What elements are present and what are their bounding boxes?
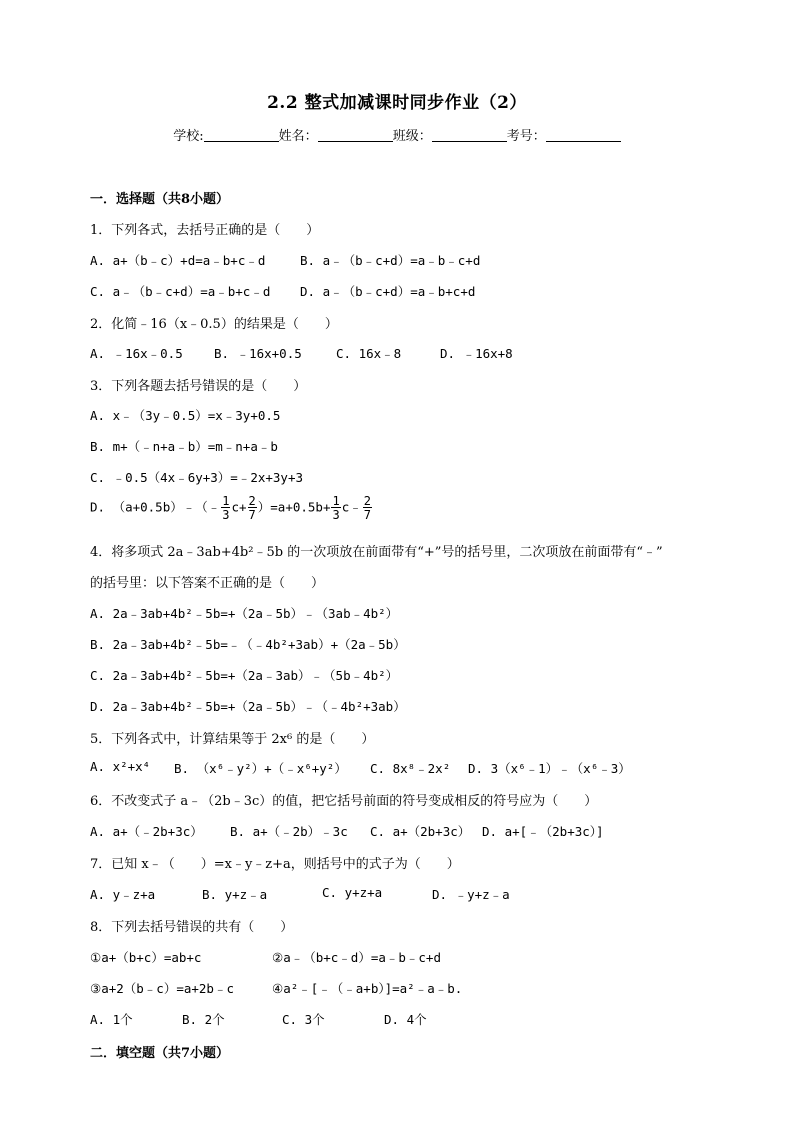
question-8-item-3: ③a+2（b﹣c）=a+2b﹣c — [90, 981, 234, 996]
question-5-stem: 5．下列各式中，计算结果等于 2x⁶ 的是（ ） — [90, 732, 375, 747]
question-4-option-b: B. 2a﹣3ab+4b²﹣5b=﹣（﹣4b²+3ab）+（2a﹣5b） — [90, 637, 406, 652]
fraction-1-3 — [221, 495, 230, 521]
name-label: 姓名： — [278, 129, 318, 144]
class-blank[interactable] — [432, 129, 507, 142]
question-6-option-c: C. a+（2b+3c） — [370, 824, 471, 839]
question-5-option-b: B. （x⁶﹣y²）+（﹣x⁶+y²） — [174, 761, 347, 776]
frac-den: 7 — [248, 508, 256, 522]
question-6-option-d: D. a+[﹣（2b+3c）] — [482, 824, 604, 839]
question-3-option-b: B. m+（﹣n+a﹣b）=m﹣n+a﹣b — [90, 439, 278, 454]
question-3-option-a: A. x﹣（3y﹣0.5）=x﹣3y+0.5 — [90, 408, 281, 423]
question-6-option-b: B. a+（﹣2b）﹣3c — [230, 824, 348, 839]
page-title: 2.2 整式加减课时同步作业（2） — [267, 93, 527, 113]
question-5-option-a: A. x²+x⁴ — [90, 759, 151, 774]
question-7-option-d: D. ﹣y+z﹣a — [432, 887, 510, 902]
question-6-stem: 6．不改变式子 a﹣（2b﹣3c）的值，把它括号前面的符号变成相反的符号应为（ ） — [90, 794, 598, 809]
question-1-option-b: B. a﹣（b﹣c+d）=a﹣b﹣c+d — [300, 253, 481, 268]
q3d-mid1: c+ — [231, 499, 247, 515]
question-2-option-b: B. ﹣16x+0.5 — [214, 346, 302, 361]
question-1-option-c: C. a﹣（b﹣c+d）=a﹣b+c﹣d — [90, 284, 271, 299]
question-1-option-a: A. a+（b﹣c）+d=a﹣b+c﹣d — [90, 253, 266, 268]
school-blank[interactable] — [204, 129, 279, 142]
question-8-stem: 8．下列去括号错误的共有（ ） — [90, 920, 294, 935]
exam-number-label: 考号： — [506, 129, 546, 144]
name-blank[interactable] — [318, 129, 393, 142]
question-3-option-d — [90, 495, 373, 521]
frac-den: 3 — [332, 508, 340, 522]
exam-number-blank[interactable] — [546, 129, 621, 142]
question-1-stem: 1．下列各式，去括号正确的是（ ） — [90, 223, 320, 238]
frac-num: 2 — [248, 494, 256, 508]
q3d-mid3: c﹣ — [341, 499, 362, 515]
question-1-option-d: D. a﹣（b﹣c+d）=a﹣b+c+d — [300, 284, 476, 299]
question-7-option-b: B. y+z﹣a — [202, 887, 268, 902]
question-4-stem-line1: 4．将多项式 2a﹣3ab+4b²﹣5b 的一次项放在前面带有“+”号的括号里，二次项放在前面带有“﹣” — [90, 545, 663, 560]
frac-den: 3 — [222, 508, 230, 522]
question-5-option-d: D. 3（x⁶﹣1）﹣（x⁶﹣3） — [468, 761, 631, 776]
question-8-item-1: ①a+（b+c）=ab+c — [90, 950, 202, 965]
question-6-option-a: A. a+（﹣2b+3c） — [90, 824, 203, 839]
class-label: 班级： — [392, 129, 432, 144]
question-2-stem: 2．化简﹣16（x﹣0.5）的结果是（ ） — [90, 317, 338, 332]
question-5-option-c: C. 8x⁸﹣2x² — [370, 761, 451, 776]
question-7-stem: 7．已知 x﹣（ ）=x﹣y﹣z+a，则括号中的式子为（ ） — [90, 857, 460, 872]
question-8-option-b: B. 2个 — [182, 1012, 225, 1027]
question-3-stem: 3．下列各题去括号错误的是（ ） — [90, 379, 307, 394]
question-3-option-c: C. ﹣0.5（4x﹣6y+3）=﹣2x+3y+3 — [90, 470, 304, 485]
question-4-option-a: A. 2a﹣3ab+4b²﹣5b=+（2a﹣5b）﹣（3ab﹣4b²） — [90, 606, 399, 621]
question-8-option-a: A. 1个 — [90, 1012, 133, 1027]
question-8-option-d: D. 4个 — [384, 1012, 427, 1027]
student-info-row — [0, 125, 794, 144]
section-choice-title: 一．选择题（共8小题） — [90, 192, 230, 207]
fraction-2-7 — [248, 495, 257, 521]
question-4-stem-line2: 的括号里：以下答案不正确的是（ ） — [90, 576, 325, 591]
question-2-option-a: A. ﹣16x﹣0.5 — [90, 346, 183, 361]
question-7-option-c: C. y+z+a — [322, 885, 383, 900]
section-fill-blank-title: 二．填空题（共7小题） — [90, 1046, 230, 1061]
frac-num: 1 — [332, 494, 340, 508]
school-label: 学校: — [173, 129, 204, 144]
frac-num: 2 — [363, 494, 371, 508]
question-8-item-2: ②a﹣（b+c﹣d）=a﹣b﹣c+d — [272, 950, 441, 965]
frac-num: 1 — [222, 494, 230, 508]
question-8-option-c: C. 3个 — [282, 1012, 325, 1027]
question-2-option-d: D. ﹣16x+8 — [440, 346, 513, 361]
question-4-option-d: D. 2a﹣3ab+4b²﹣5b=+（2a﹣5b）﹣（﹣4b²+3ab） — [90, 699, 406, 714]
q3d-mid2: ）=a+0.5b+ — [257, 499, 331, 515]
question-8-item-4: ④a²﹣[﹣（﹣a+b）]=a²﹣a﹣b. — [272, 981, 463, 996]
q3d-prefix: D. （a+0.5b）﹣（﹣ — [90, 499, 221, 515]
frac-den: 7 — [363, 508, 371, 522]
question-2-option-c: C. 16x﹣8 — [336, 346, 402, 361]
question-4-option-c: C. 2a﹣3ab+4b²﹣5b=+（2a﹣3ab）﹣（5b﹣4b²） — [90, 668, 399, 683]
question-7-option-a: A. y﹣z+a — [90, 887, 156, 902]
fraction-2-7-b — [363, 495, 372, 521]
fraction-1-3-b — [331, 495, 340, 521]
